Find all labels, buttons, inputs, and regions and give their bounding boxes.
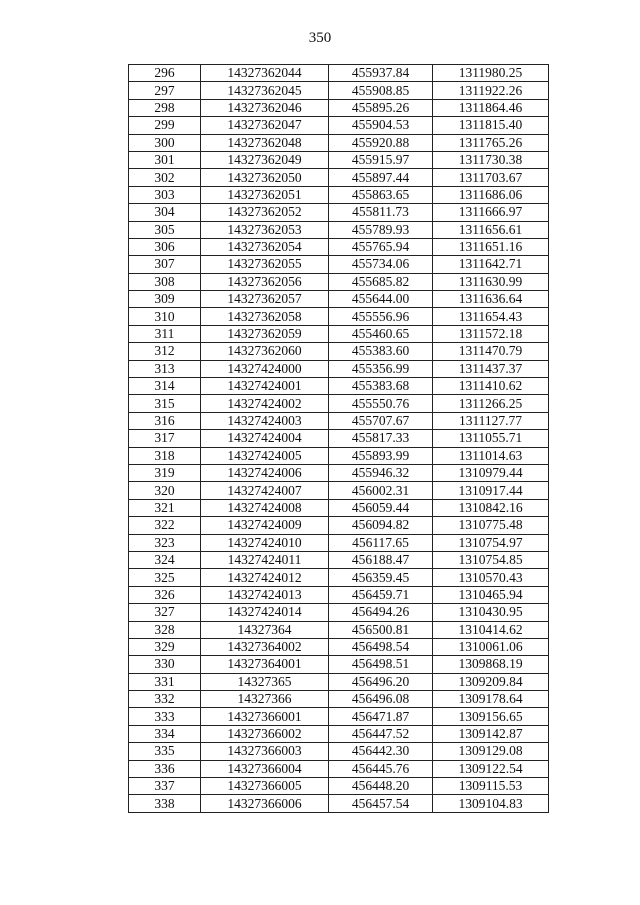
point-id-cell: 14327362056	[201, 273, 329, 290]
row-index-cell: 330	[129, 656, 201, 673]
y-coordinate-cell: 1311127.77	[433, 412, 549, 429]
y-coordinate-cell: 1310754.85	[433, 551, 549, 568]
x-coordinate-cell: 456498.54	[329, 638, 433, 655]
y-coordinate-cell: 1311686.06	[433, 186, 549, 203]
x-coordinate-cell: 455904.53	[329, 117, 433, 134]
x-coordinate-cell: 456002.31	[329, 482, 433, 499]
y-coordinate-cell: 1311666.97	[433, 204, 549, 221]
point-id-cell: 14327424002	[201, 395, 329, 412]
x-coordinate-cell: 456500.81	[329, 621, 433, 638]
row-index-cell: 317	[129, 430, 201, 447]
y-coordinate-cell: 1309156.65	[433, 708, 549, 725]
y-coordinate-cell: 1310465.94	[433, 586, 549, 603]
y-coordinate-cell: 1309122.54	[433, 760, 549, 777]
point-id-cell: 14327362044	[201, 65, 329, 82]
x-coordinate-cell: 455895.26	[329, 99, 433, 116]
x-coordinate-cell: 455893.99	[329, 447, 433, 464]
row-index-cell: 313	[129, 360, 201, 377]
x-coordinate-cell: 456448.20	[329, 778, 433, 795]
x-coordinate-cell: 455644.00	[329, 291, 433, 308]
y-coordinate-cell: 1310917.44	[433, 482, 549, 499]
table-row	[129, 430, 549, 447]
x-coordinate-cell: 456188.47	[329, 551, 433, 568]
row-index-cell: 338	[129, 795, 201, 812]
x-coordinate-cell: 455817.33	[329, 430, 433, 447]
coordinates-table	[128, 64, 549, 813]
table-row	[129, 134, 549, 151]
x-coordinate-cell: 455765.94	[329, 238, 433, 255]
x-coordinate-cell: 455863.65	[329, 186, 433, 203]
point-id-cell: 14327424009	[201, 517, 329, 534]
point-id-cell: 14327362049	[201, 151, 329, 168]
table-row	[129, 569, 549, 586]
x-coordinate-cell: 456117.65	[329, 534, 433, 551]
y-coordinate-cell: 1309868.19	[433, 656, 549, 673]
table-row	[129, 534, 549, 551]
y-coordinate-cell: 1310979.44	[433, 464, 549, 481]
point-id-cell: 14327362053	[201, 221, 329, 238]
row-index-cell: 328	[129, 621, 201, 638]
row-index-cell: 301	[129, 151, 201, 168]
point-id-cell: 14327364002	[201, 638, 329, 655]
x-coordinate-cell: 456471.87	[329, 708, 433, 725]
y-coordinate-cell: 1309142.87	[433, 725, 549, 742]
x-coordinate-cell: 455908.85	[329, 82, 433, 99]
table-row	[129, 308, 549, 325]
x-coordinate-cell: 455920.88	[329, 134, 433, 151]
table-row	[129, 238, 549, 255]
point-id-cell: 14327366001	[201, 708, 329, 725]
table-row	[129, 412, 549, 429]
x-coordinate-cell: 455356.99	[329, 360, 433, 377]
x-coordinate-cell: 455556.96	[329, 308, 433, 325]
y-coordinate-cell: 1311864.46	[433, 99, 549, 116]
point-id-cell: 14327362058	[201, 308, 329, 325]
table-row	[129, 760, 549, 777]
x-coordinate-cell: 456459.71	[329, 586, 433, 603]
table-row	[129, 273, 549, 290]
row-index-cell: 306	[129, 238, 201, 255]
y-coordinate-cell: 1311922.26	[433, 82, 549, 99]
row-index-cell: 326	[129, 586, 201, 603]
table-row	[129, 551, 549, 568]
x-coordinate-cell: 455915.97	[329, 151, 433, 168]
row-index-cell: 325	[129, 569, 201, 586]
table-row	[129, 778, 549, 795]
table-row	[129, 221, 549, 238]
row-index-cell: 296	[129, 65, 201, 82]
table-row	[129, 638, 549, 655]
x-coordinate-cell: 456494.26	[329, 604, 433, 621]
table-row	[129, 151, 549, 168]
table-row	[129, 725, 549, 742]
row-index-cell: 299	[129, 117, 201, 134]
x-coordinate-cell: 456094.82	[329, 517, 433, 534]
table-row	[129, 99, 549, 116]
table-row	[129, 325, 549, 342]
y-coordinate-cell: 1311630.99	[433, 273, 549, 290]
row-index-cell: 309	[129, 291, 201, 308]
y-coordinate-cell: 1311642.71	[433, 256, 549, 273]
x-coordinate-cell: 455550.76	[329, 395, 433, 412]
row-index-cell: 335	[129, 743, 201, 760]
y-coordinate-cell: 1311014.63	[433, 447, 549, 464]
y-coordinate-cell: 1311055.71	[433, 430, 549, 447]
y-coordinate-cell: 1311470.79	[433, 343, 549, 360]
x-coordinate-cell: 455789.93	[329, 221, 433, 238]
point-id-cell: 14327366004	[201, 760, 329, 777]
point-id-cell: 14327362045	[201, 82, 329, 99]
row-index-cell: 327	[129, 604, 201, 621]
table-row	[129, 604, 549, 621]
point-id-cell: 14327424010	[201, 534, 329, 551]
table-row	[129, 395, 549, 412]
y-coordinate-cell: 1309209.84	[433, 673, 549, 690]
point-id-cell: 14327366006	[201, 795, 329, 812]
row-index-cell: 307	[129, 256, 201, 273]
y-coordinate-cell: 1311980.25	[433, 65, 549, 82]
y-coordinate-cell: 1311815.40	[433, 117, 549, 134]
x-coordinate-cell: 456496.20	[329, 673, 433, 690]
point-id-cell: 14327424013	[201, 586, 329, 603]
point-id-cell: 14327365	[201, 673, 329, 690]
row-index-cell: 336	[129, 760, 201, 777]
row-index-cell: 316	[129, 412, 201, 429]
y-coordinate-cell: 1311656.61	[433, 221, 549, 238]
row-index-cell: 318	[129, 447, 201, 464]
row-index-cell: 324	[129, 551, 201, 568]
y-coordinate-cell: 1311654.43	[433, 308, 549, 325]
x-coordinate-cell: 455383.68	[329, 378, 433, 395]
point-id-cell: 14327362057	[201, 291, 329, 308]
row-index-cell: 302	[129, 169, 201, 186]
row-index-cell: 332	[129, 691, 201, 708]
page-number: 350	[308, 30, 332, 46]
point-id-cell: 14327424012	[201, 569, 329, 586]
point-id-cell: 14327362051	[201, 186, 329, 203]
point-id-cell: 14327366	[201, 691, 329, 708]
point-id-cell: 14327362046	[201, 99, 329, 116]
table-row	[129, 65, 549, 82]
table-row	[129, 447, 549, 464]
x-coordinate-cell: 455707.67	[329, 412, 433, 429]
point-id-cell: 14327362048	[201, 134, 329, 151]
row-index-cell: 305	[129, 221, 201, 238]
table-row	[129, 517, 549, 534]
table-row	[129, 586, 549, 603]
point-id-cell: 14327424001	[201, 378, 329, 395]
point-id-cell: 14327424014	[201, 604, 329, 621]
point-id-cell: 14327424004	[201, 430, 329, 447]
table-row	[129, 464, 549, 481]
x-coordinate-cell: 455946.32	[329, 464, 433, 481]
row-index-cell: 333	[129, 708, 201, 725]
point-id-cell: 14327362059	[201, 325, 329, 342]
y-coordinate-cell: 1309104.83	[433, 795, 549, 812]
x-coordinate-cell: 456442.30	[329, 743, 433, 760]
point-id-cell: 14327424011	[201, 551, 329, 568]
x-coordinate-cell: 455685.82	[329, 273, 433, 290]
y-coordinate-cell: 1309115.53	[433, 778, 549, 795]
x-coordinate-cell: 455811.73	[329, 204, 433, 221]
table-row	[129, 378, 549, 395]
table-row	[129, 256, 549, 273]
row-index-cell: 314	[129, 378, 201, 395]
y-coordinate-cell: 1310775.48	[433, 517, 549, 534]
y-coordinate-cell: 1311266.25	[433, 395, 549, 412]
table-row	[129, 204, 549, 221]
point-id-cell: 14327424003	[201, 412, 329, 429]
point-id-cell: 14327364	[201, 621, 329, 638]
row-index-cell: 323	[129, 534, 201, 551]
row-index-cell: 321	[129, 499, 201, 516]
table-row	[129, 708, 549, 725]
y-coordinate-cell: 1311651.16	[433, 238, 549, 255]
row-index-cell: 298	[129, 99, 201, 116]
y-coordinate-cell: 1311636.64	[433, 291, 549, 308]
x-coordinate-cell: 456498.51	[329, 656, 433, 673]
x-coordinate-cell: 456445.76	[329, 760, 433, 777]
y-coordinate-cell: 1310754.97	[433, 534, 549, 551]
y-coordinate-cell: 1309178.64	[433, 691, 549, 708]
y-coordinate-cell: 1311410.62	[433, 378, 549, 395]
row-index-cell: 304	[129, 204, 201, 221]
table-row	[129, 169, 549, 186]
point-id-cell: 14327424006	[201, 464, 329, 481]
x-coordinate-cell: 456496.08	[329, 691, 433, 708]
table-row	[129, 117, 549, 134]
y-coordinate-cell: 1311765.26	[433, 134, 549, 151]
table-row	[129, 291, 549, 308]
coordinates-table-body	[129, 65, 549, 813]
point-id-cell: 14327424008	[201, 499, 329, 516]
table-row	[129, 656, 549, 673]
point-id-cell: 14327362054	[201, 238, 329, 255]
row-index-cell: 337	[129, 778, 201, 795]
row-index-cell: 300	[129, 134, 201, 151]
table-row	[129, 621, 549, 638]
row-index-cell: 311	[129, 325, 201, 342]
x-coordinate-cell: 455897.44	[329, 169, 433, 186]
y-coordinate-cell: 1311703.67	[433, 169, 549, 186]
y-coordinate-cell: 1310414.62	[433, 621, 549, 638]
row-index-cell: 297	[129, 82, 201, 99]
row-index-cell: 319	[129, 464, 201, 481]
table-row	[129, 673, 549, 690]
table-row	[129, 482, 549, 499]
point-id-cell: 14327366002	[201, 725, 329, 742]
table-row	[129, 795, 549, 812]
table-row	[129, 82, 549, 99]
x-coordinate-cell: 455734.06	[329, 256, 433, 273]
table-row	[129, 743, 549, 760]
row-index-cell: 312	[129, 343, 201, 360]
row-index-cell: 320	[129, 482, 201, 499]
y-coordinate-cell: 1310570.43	[433, 569, 549, 586]
row-index-cell: 322	[129, 517, 201, 534]
table-row	[129, 691, 549, 708]
point-id-cell: 14327362052	[201, 204, 329, 221]
point-id-cell: 14327362055	[201, 256, 329, 273]
point-id-cell: 14327424005	[201, 447, 329, 464]
row-index-cell: 315	[129, 395, 201, 412]
y-coordinate-cell: 1310842.16	[433, 499, 549, 516]
row-index-cell: 334	[129, 725, 201, 742]
y-coordinate-cell: 1311572.18	[433, 325, 549, 342]
x-coordinate-cell: 455383.60	[329, 343, 433, 360]
point-id-cell: 14327364001	[201, 656, 329, 673]
y-coordinate-cell: 1310430.95	[433, 604, 549, 621]
y-coordinate-cell: 1311730.38	[433, 151, 549, 168]
y-coordinate-cell: 1309129.08	[433, 743, 549, 760]
point-id-cell: 14327362047	[201, 117, 329, 134]
x-coordinate-cell: 456447.52	[329, 725, 433, 742]
point-id-cell: 14327424007	[201, 482, 329, 499]
row-index-cell: 310	[129, 308, 201, 325]
row-index-cell: 308	[129, 273, 201, 290]
x-coordinate-cell: 456359.45	[329, 569, 433, 586]
point-id-cell: 14327424000	[201, 360, 329, 377]
table-row	[129, 343, 549, 360]
row-index-cell: 329	[129, 638, 201, 655]
x-coordinate-cell: 456059.44	[329, 499, 433, 516]
point-id-cell: 14327362050	[201, 169, 329, 186]
y-coordinate-cell: 1310061.06	[433, 638, 549, 655]
point-id-cell: 14327366005	[201, 778, 329, 795]
x-coordinate-cell: 455460.65	[329, 325, 433, 342]
point-id-cell: 14327366003	[201, 743, 329, 760]
x-coordinate-cell: 455937.84	[329, 65, 433, 82]
y-coordinate-cell: 1311437.37	[433, 360, 549, 377]
row-index-cell: 303	[129, 186, 201, 203]
x-coordinate-cell: 456457.54	[329, 795, 433, 812]
row-index-cell: 331	[129, 673, 201, 690]
table-row	[129, 499, 549, 516]
table-row	[129, 360, 549, 377]
point-id-cell: 14327362060	[201, 343, 329, 360]
table-row	[129, 186, 549, 203]
